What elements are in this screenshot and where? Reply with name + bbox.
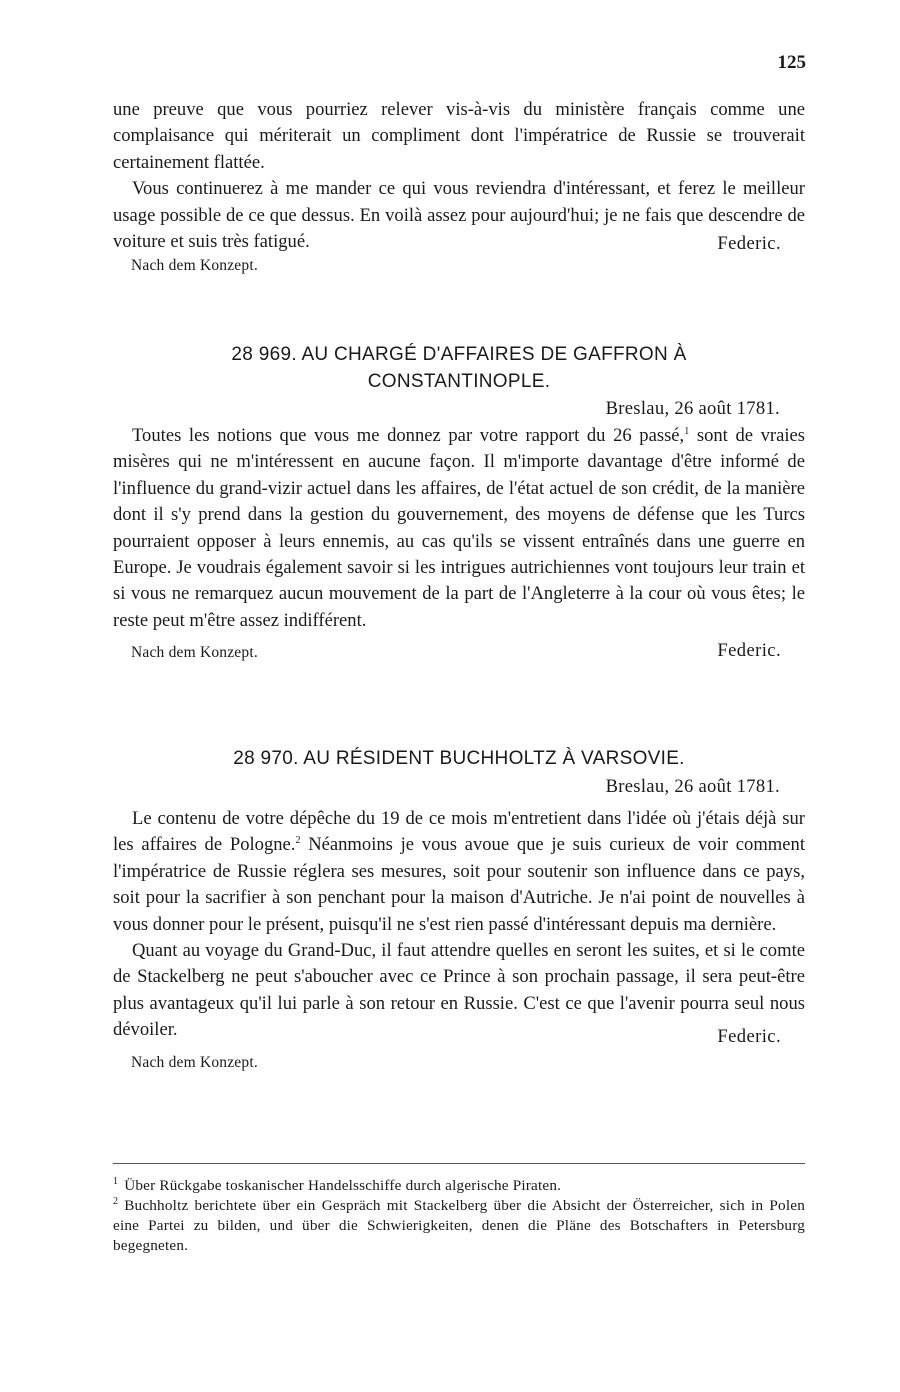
footnote-ref: 1	[684, 426, 690, 437]
signature: Federic.	[717, 640, 781, 662]
letter-heading	[113, 745, 805, 772]
dateline: Breslau, 26 août 1781.	[605, 398, 780, 419]
footnotes	[113, 1176, 805, 1256]
letter-heading-line: 28 969. AU CHARGÉ D'AFFAIRES DE GAFFRON À	[231, 344, 687, 365]
footnote-mark: 1	[113, 1176, 119, 1187]
footnote-mark: 2	[113, 1196, 119, 1207]
footnote-text: Buchholtz berichtete über ein Gespräch mit Stackelberg über die Absicht der Österreicher, sich in Polen eine Partei zu bilden, und über die Schwierigkeiten, denen die Pläne des Botschafters in Petersburg begegneten.	[113, 1197, 805, 1254]
source-note: Nach dem Konzept.	[131, 644, 258, 662]
footnote-divider	[113, 1163, 805, 1164]
footnote-ref: 2	[295, 835, 301, 847]
closing-row	[113, 640, 805, 666]
paragraph	[113, 806, 805, 938]
dateline: Breslau, 26 août 1781.	[605, 776, 780, 797]
paragraph	[113, 423, 805, 634]
letter-heading-line: CONSTANTINOPLE.	[367, 371, 551, 392]
paragraph-text: sont de vraies misères qui ne m'intéressent en aucune façon. Il m'importe davantage d'être informé de l'influence du grand-vizir actuel dans les affaires, de l'état actuel de son crédit, de la manière dont il s'y prend dans la gestion du gouvernement, des moyens de défense que les Turcs pourraient opposer à leurs ennemis, au cas qu'ils se vissent entraînés dans une guerre en Europe. Je voudrais également savoir si les intrigues autrichiennes vont toujours leur train et si vous ne remarquez aucun mouvement de la part de l'Angleterre à la cour où vous êtes; le reste peut m'être assez indifférent.	[113, 425, 805, 631]
signature: Federic.	[717, 1025, 781, 1047]
letter-continuation	[113, 97, 805, 275]
paragraph-text: Néanmoins je vous avoue que je suis curieux de voir comment l'impératrice de Russie réglera ses mesures, soit pour soutenir son influence dans ce pays, soit pour la sacrifier à son penchant pour la maison d'Autriche. Je n'ai point de nouvelles à vous donner pour le présent, puisqu'il ne s'est rien passé d'intéressant depuis ma dernière.	[113, 834, 805, 935]
footnote	[113, 1176, 805, 1196]
footnote	[113, 1196, 805, 1256]
signature-row	[113, 233, 805, 259]
paragraph: une preuve que vous pourriez relever vis-à-vis du ministère français comme une complaisance qui mériterait un compliment dont l'impératrice de Russie se trouverait certainement flattée.	[113, 99, 805, 173]
source-note: Nach dem Konzept.	[131, 1053, 258, 1071]
letter-body	[113, 806, 805, 1072]
paragraph-text: Le contenu de votre dépêche du 19 de ce mois m'entretient dans l'idée où j'étais déjà sur les affaires de Pologne.	[113, 808, 805, 856]
page-number: 125	[777, 52, 806, 73]
letter-heading-line: 28 970. AU RÉSIDENT BUCHHOLTZ À VARSOVIE.	[233, 748, 685, 769]
paragraph-text: Toutes les notions que vous me donnez par votre rapport du 26 passé,	[132, 425, 685, 446]
paragraph: Quant au voyage du Grand-Duc, il faut attendre quelles en seront les suites, et si le comte de Stackelberg ne peut s'aboucher avec ce Prince à son prochain passage, il sera peut-être plus avantageux qu'il lui parle à son retour en Russie. C'est ce que l'avenir pourra seul nous dévoiler.	[113, 940, 805, 1041]
letter-body	[113, 423, 805, 666]
paragraph: Vous continuerez à me mander ce qui vous reviendra d'intéressant, et ferez le meilleur usage possible de ce que dessus. En voilà assez pour aujourd'hui; je ne fais que descendre de voiture et suis très fatigué.	[113, 178, 805, 253]
signature: Federic.	[717, 233, 781, 255]
source-note: Nach dem Konzept.	[131, 257, 258, 275]
signature-row	[113, 1026, 805, 1052]
footnote-text: Über Rückgabe toskanischer Handelsschiffe durch algerische Piraten.	[124, 1177, 562, 1194]
letter-heading	[113, 341, 805, 395]
